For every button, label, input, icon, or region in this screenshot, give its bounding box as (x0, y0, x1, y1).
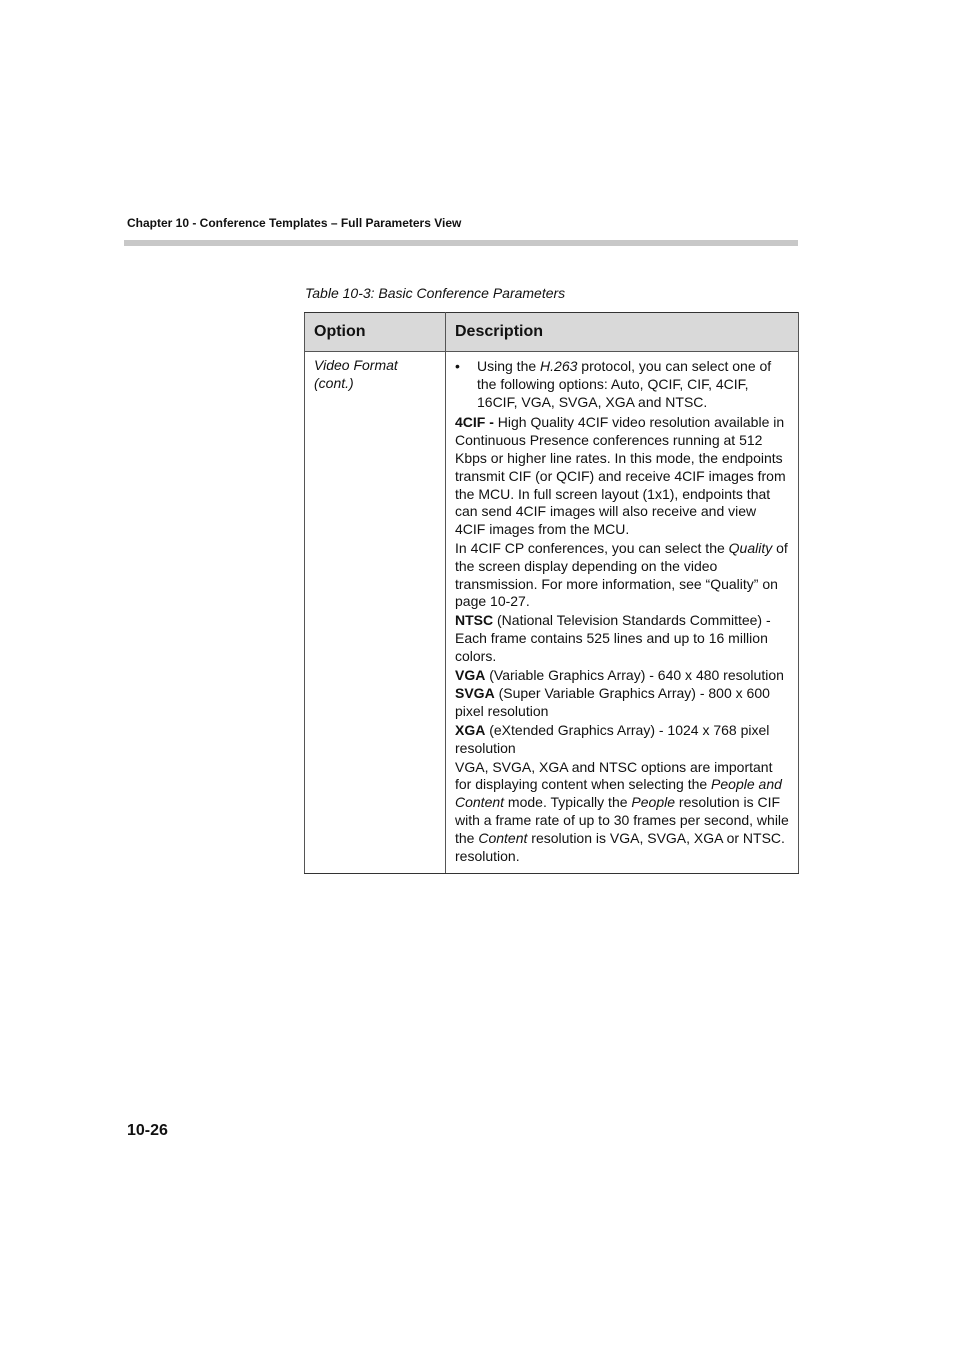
page-number: 10-26 (127, 1122, 168, 1139)
protocol-term: H.263 (540, 358, 578, 374)
option-cell: Video Format (cont.) (305, 352, 446, 874)
table-header-row (305, 313, 799, 352)
para-ntsc (455, 612, 789, 665)
bullet-text-pre: Using the (477, 358, 541, 374)
term-4cif: 4CIF - (455, 414, 498, 431)
para-vga (455, 667, 789, 685)
text-ntsc: (National Television Standards Committee) - Each frame contains 525 lines and up to 16 million colors. (455, 612, 771, 664)
content-text-3: resolution is CIF with a frame rate of up to 30 frames per second, while the (455, 794, 789, 846)
header-rule (124, 240, 798, 246)
para-xga (455, 722, 789, 758)
table-row (305, 352, 799, 874)
term-quality: Quality (728, 539, 773, 556)
running-header: Chapter 10 - Conference Templates – Full Parameters View (127, 216, 462, 230)
term-ntsc: NTSC (455, 612, 494, 629)
para-svga (455, 685, 789, 721)
term-vga: VGA (455, 666, 486, 683)
bullet-text-post: protocol, you can select one of the following options: Auto, QCIF, CIF, 4CIF, 16CIF, VGA, SVGA, XGA and NTSC. (477, 358, 772, 410)
bullet-icon: • (455, 358, 460, 374)
term-content: Content (478, 829, 528, 846)
content-text-2: mode. Typically the (504, 794, 632, 811)
table-caption: Table 10-3: Basic Conference Parameters (305, 285, 566, 301)
column-header-option: Option (305, 313, 446, 352)
term-people-and-content: People and Content (455, 776, 782, 811)
quality-post: of the screen display depending on the video transmission. For more information, see “Quality” on page 10-27. (455, 539, 788, 610)
content-text-1: VGA, SVGA, XGA and NTSC options are important for displaying content when selecting the (455, 758, 773, 793)
bullet-item (455, 358, 789, 411)
para-content (455, 759, 789, 866)
para-4cif (455, 414, 789, 539)
term-people: People (631, 794, 676, 811)
term-svga: SVGA (455, 685, 495, 702)
text-xga: (eXtended Graphics Array) - 1024 x 768 pixel resolution (455, 721, 770, 756)
content-text-4: resolution is VGA, SVGA, XGA or NTSC. resolution. (455, 829, 785, 864)
parameters-table (304, 312, 799, 874)
description-cell (446, 352, 799, 874)
text-4cif: High Quality 4CIF video resolution available in Continuous Presence conferences running at 512 Kbps or higher line rates. In this mode, the endpoints transmit CIF (or QCIF) and receive 4CIF images from the MCU. In full screen layout (1x1), endpoints that can send 4CIF images will also receive and view 4CIF images from the MCU. (455, 414, 786, 538)
para-quality (455, 540, 789, 611)
column-header-description: Description (446, 313, 799, 352)
term-xga: XGA (455, 721, 486, 738)
text-vga: (Variable Graphics Array) - 640 x 480 resolution (485, 666, 784, 683)
quality-pre: In 4CIF CP conferences, you can select the (455, 539, 729, 556)
bullet-text (477, 358, 789, 411)
text-svga: (Super Variable Graphics Array) - 800 x 600 pixel resolution (455, 685, 770, 720)
